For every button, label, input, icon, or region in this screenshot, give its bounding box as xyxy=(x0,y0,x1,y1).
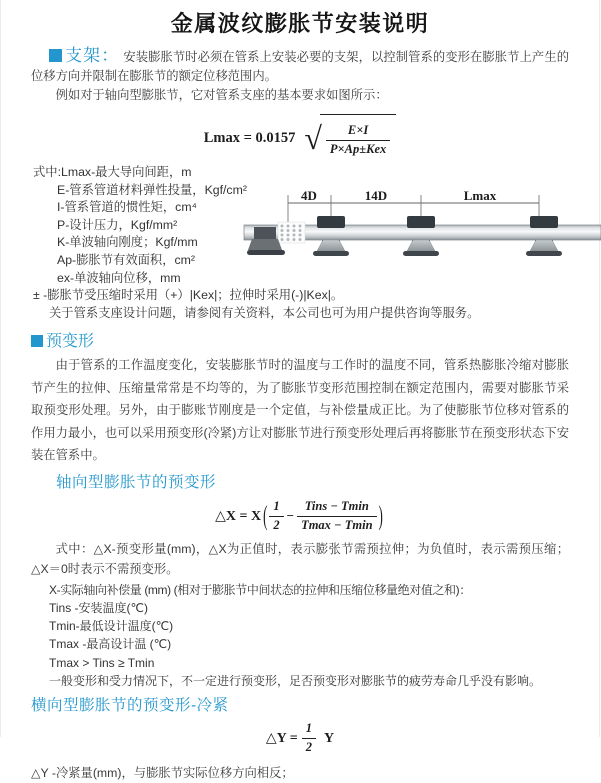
axial-explain-paragraph: 式中：△X-预变形量(mm)，△X为正值时，表示膨张节需预拉伸；为负值时，表示需预压缩；△X＝0时表示不需预变形。 xyxy=(31,541,569,576)
lateral-subheading: 横向型膨胀节的预变形-冷紧 xyxy=(31,697,229,715)
half-fraction xyxy=(302,721,316,755)
lmax-formula-lhs: Lmax = 0.0157 xyxy=(203,130,296,147)
definition-line: Ap-膨胀节有效面积，cm² xyxy=(57,252,195,267)
radicand xyxy=(320,114,396,163)
axial-formula xyxy=(1,495,599,537)
definition-line: I-管系管道的惯性矩，cm⁴ xyxy=(57,200,197,215)
temperature-numerator: Tins − Tmin xyxy=(297,499,376,517)
open-paren: ( xyxy=(263,499,268,531)
definition-line: 式中:Lmax-最大导向间距，m xyxy=(33,165,192,179)
plus-minus-note: ± -膨胀节受压缩时采用（+）|Kex|；拉伸时采用(-)|Kex|。 xyxy=(33,288,344,303)
page-title: 金属波纹膨胀节安装说明 xyxy=(170,11,430,36)
preform-section-heading xyxy=(31,332,569,352)
definition-line: Tmin-最低设计温度(℃) xyxy=(49,619,174,634)
axial-definition-lines xyxy=(31,581,569,690)
half-denominator: 2 xyxy=(305,739,312,754)
radical-sign-icon: √ xyxy=(304,119,322,156)
lateral-formula-rhs: Y xyxy=(323,731,335,747)
definition-line: Tins -安装温度(℃) xyxy=(49,601,149,616)
axial-subheading: 轴向型膨胀节的预变形 xyxy=(56,473,217,491)
close-paren: ) xyxy=(378,499,383,531)
consult-note: 关于管系支座设计问题，请参阅有关资料，本公司也可为用户提供咨询等服务。 xyxy=(49,305,480,320)
definition-line: 一般变形和受力情况下，不一定进行预变形，足否预变形对膨胀节的疲劳寿命几乎没有影响。 xyxy=(49,673,542,688)
dimension-label-lmax: Lmax xyxy=(463,188,497,203)
axial-formula-lhs: △X = X xyxy=(215,508,262,524)
dimension-label-14d: 14D xyxy=(364,188,388,203)
lmax-fraction-denominator: P×Ap±Kex xyxy=(329,141,387,156)
definition-line: Tmax -最高设计温 (℃) xyxy=(49,637,172,652)
dimension-label-4d: 4D xyxy=(301,188,317,203)
section-marker-icon xyxy=(49,49,62,62)
definition-line: Tmax > Tins ≥ Tmin xyxy=(49,655,155,670)
support-intro-text: 安装膨胀节时必须在管系上安装必要的支架，以控制管系的变形在膨胀节上产生的位移方向并限制在膨胀节的额定位移范围内。 xyxy=(31,50,569,83)
definition-line: ex-单波轴向位移，mm xyxy=(57,270,181,285)
definition-line: P-设计压力，Kgf/mm² xyxy=(57,217,178,232)
half-denominator: 2 xyxy=(273,517,280,532)
lateral-formula xyxy=(1,720,599,756)
definition-line: E-管系管道材料弹性投量，Kgf/cm² xyxy=(57,182,247,197)
minus-operator: − xyxy=(286,508,295,524)
half-fraction xyxy=(269,499,283,533)
lmax-formula xyxy=(1,114,599,160)
section-marker-icon xyxy=(31,335,43,347)
symbol-definitions xyxy=(31,164,599,322)
lateral-formula-lhs: △Y = xyxy=(265,731,298,747)
support-example-line: 例如对于轴向型膨胀节，它对管系支座的基本要求如图所示： xyxy=(55,88,388,102)
support-paragraph xyxy=(31,46,569,86)
half-numerator: 1 xyxy=(269,499,283,517)
temperature-denominator: Tmax − Tmin xyxy=(301,517,373,532)
sqrt-expression xyxy=(304,114,396,163)
lmax-fraction-numerator: E×I xyxy=(326,123,390,141)
preform-heading-text: 预变形 xyxy=(46,333,95,351)
bellows-icon xyxy=(278,222,305,243)
half-numerator: 1 xyxy=(302,721,316,739)
definition-line: X-实际轴向补偿量 (mm) (相对于膨胀节中间状态的拉伸和压缩位移量绝对值之和)： xyxy=(49,582,471,597)
lmax-fraction xyxy=(326,123,390,157)
preform-paragraph: 由于管系的工作温度变化，安装膨胀节时的温度与工作时的温度不同，管系热膨胀冷缩对膨胀节产生的拉伸、压缩量常常是不均等的，为了膨胀节变形范围控制在额定范围内，需要对膨胀节采取预变形处理。另外，由于膨账节刚度是一个定值，与补偿量成正比。为了使膨胀节位移对管系的作用力最小，也可以采用预变形(冷紧)方让对膨胀节进行预变形处理后再将膨胀节在预变形状态下安装在管系中。 xyxy=(31,358,569,463)
lateral-note-line: △Y -冷紧量(mm)，与膨胀节实际位移方向相反； xyxy=(31,766,294,781)
support-section-label: 支架： xyxy=(65,46,120,65)
temperature-fraction xyxy=(297,499,376,533)
definition-line: K-单波轴向刚度；Kgf/mm xyxy=(57,235,198,250)
pipe-support-diagram xyxy=(244,189,601,273)
